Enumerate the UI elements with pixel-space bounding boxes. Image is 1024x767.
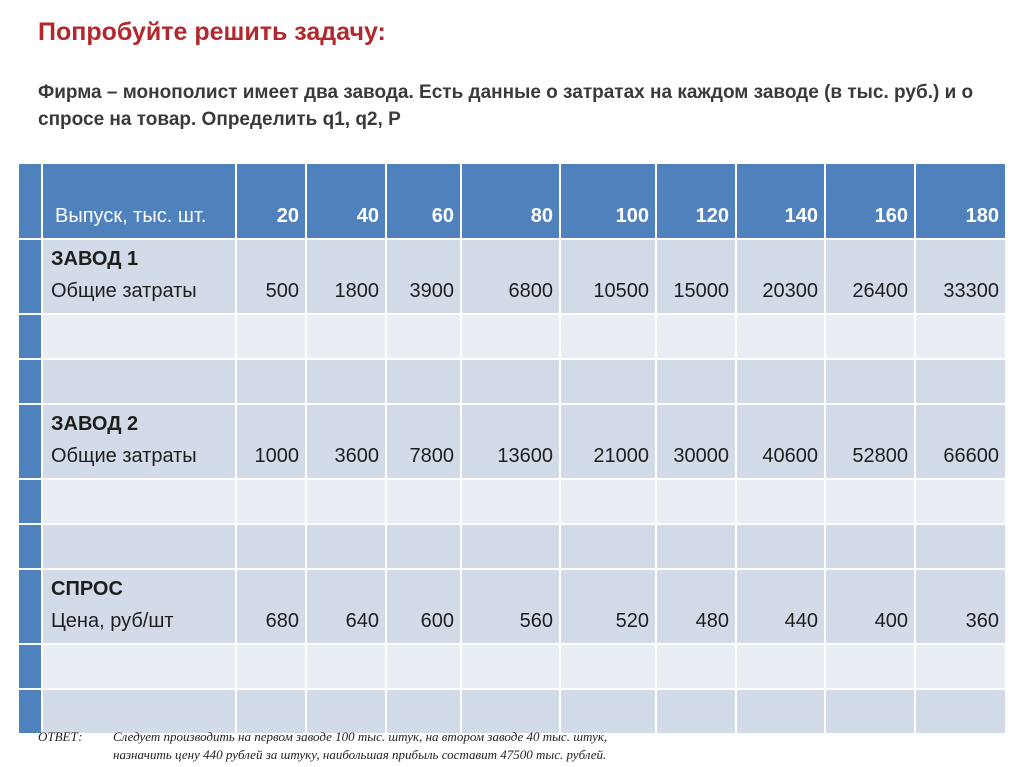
empty-cell: [825, 524, 915, 569]
row-stub: [18, 239, 42, 314]
empty-cell: [736, 644, 825, 689]
price-cell: 480: [656, 569, 736, 644]
empty-cell: [915, 359, 1006, 404]
empty-cell: [461, 644, 560, 689]
empty-cell: [656, 479, 736, 524]
empty-cell: [915, 689, 1006, 734]
row-stub: [18, 314, 42, 359]
empty-cell: [306, 314, 386, 359]
empty-cell: [42, 644, 236, 689]
empty-cell: [825, 359, 915, 404]
price-cell: 520: [560, 569, 656, 644]
empty-cell: [386, 359, 461, 404]
task-text: Фирма – монополист имеет два завода. Есть данные о затратах на каждом заводе (в тыс. руб.) и о спросе на товар. Определить q1, q2, P: [38, 82, 974, 130]
row-stub: [18, 644, 42, 689]
empty-cell: [915, 644, 1006, 689]
empty-cell: [656, 524, 736, 569]
empty-row: [18, 524, 1006, 569]
empty-cell: [461, 479, 560, 524]
empty-cell: [461, 314, 560, 359]
empty-cell: [915, 479, 1006, 524]
cost-cell: 3600: [306, 404, 386, 479]
plant2-label: Общие затраты: [51, 445, 197, 467]
empty-cell: [915, 314, 1006, 359]
cost-cell: 500: [236, 239, 306, 314]
empty-cell: [825, 314, 915, 359]
empty-cell: [560, 314, 656, 359]
cost-cell: 52800: [825, 404, 915, 479]
empty-cell: [461, 524, 560, 569]
empty-cell: [825, 479, 915, 524]
empty-row: [18, 644, 1006, 689]
plant1-label-cell: [42, 239, 236, 314]
empty-cell: [560, 644, 656, 689]
plant2-row: [18, 404, 1006, 479]
row-stub: [18, 359, 42, 404]
empty-cell: [736, 479, 825, 524]
empty-cell: [42, 359, 236, 404]
row-stub: [18, 404, 42, 479]
cost-cell: 1800: [306, 239, 386, 314]
cost-cell: 6800: [461, 239, 560, 314]
plant2-title: ЗАВОД 2: [51, 413, 139, 435]
output-cell: 80: [461, 163, 560, 239]
cost-cell: 1000: [236, 404, 306, 479]
answer-line: назначить цену 440 рублей за штуку, наибольшая прибыль составит 47500 тыс. рублей.: [113, 747, 607, 762]
empty-cell: [461, 359, 560, 404]
cost-cell: 3900: [386, 239, 461, 314]
row-stub: [18, 163, 42, 239]
empty-cell: [236, 314, 306, 359]
empty-cell: [306, 644, 386, 689]
output-cell: 140: [736, 163, 825, 239]
empty-cell: [42, 314, 236, 359]
plant1-title: ЗАВОД 1: [51, 248, 139, 270]
output-cell: 120: [656, 163, 736, 239]
empty-cell: [736, 524, 825, 569]
empty-cell: [656, 359, 736, 404]
data-table: [17, 162, 1007, 735]
output-cell: 40: [306, 163, 386, 239]
empty-row: [18, 359, 1006, 404]
price-cell: 600: [386, 569, 461, 644]
empty-cell: [386, 314, 461, 359]
price-cell: 440: [736, 569, 825, 644]
price-cell: 640: [306, 569, 386, 644]
empty-cell: [736, 359, 825, 404]
demand-title: СПРОС: [51, 578, 123, 600]
cost-cell: 30000: [656, 404, 736, 479]
cost-cell: 20300: [736, 239, 825, 314]
cost-cell: 13600: [461, 404, 560, 479]
empty-cell: [236, 359, 306, 404]
output-cell: 180: [915, 163, 1006, 239]
empty-cell: [306, 524, 386, 569]
cost-cell: 7800: [386, 404, 461, 479]
row-stub: [18, 569, 42, 644]
empty-cell: [42, 524, 236, 569]
answer-text: [113, 728, 813, 764]
empty-cell: [236, 644, 306, 689]
demand-row: [18, 569, 1006, 644]
empty-cell: [306, 359, 386, 404]
empty-cell: [736, 314, 825, 359]
empty-cell: [915, 524, 1006, 569]
cost-cell: 40600: [736, 404, 825, 479]
answer-label: ОТВЕТ:: [38, 729, 83, 744]
empty-cell: [656, 644, 736, 689]
output-cell: 60: [386, 163, 461, 239]
demand-label-cell: [42, 569, 236, 644]
answer-line: Следует производить на первом заводе 100 тыс. штук, на втором заводе 40 тыс. штук,: [113, 729, 608, 744]
cost-cell: 33300: [915, 239, 1006, 314]
price-cell: 400: [825, 569, 915, 644]
output-row: [18, 163, 1006, 239]
output-cell: 160: [825, 163, 915, 239]
cost-cell: 21000: [560, 404, 656, 479]
empty-cell: [560, 479, 656, 524]
empty-cell: [236, 524, 306, 569]
empty-row: [18, 479, 1006, 524]
empty-cell: [386, 479, 461, 524]
empty-cell: [560, 524, 656, 569]
demand-label: Цена, руб/шт: [51, 610, 174, 632]
row-stub: [18, 479, 42, 524]
empty-cell: [306, 479, 386, 524]
empty-cell: [825, 644, 915, 689]
empty-cell: [386, 644, 461, 689]
price-cell: 680: [236, 569, 306, 644]
empty-cell: [825, 689, 915, 734]
empty-cell: [386, 524, 461, 569]
cost-cell: 26400: [825, 239, 915, 314]
cost-cell: 10500: [560, 239, 656, 314]
page-title: Попробуйте решить задачу:: [38, 18, 386, 46]
empty-row: [18, 314, 1006, 359]
price-cell: 560: [461, 569, 560, 644]
empty-cell: [236, 479, 306, 524]
output-cell: 100: [560, 163, 656, 239]
row-stub: [18, 524, 42, 569]
output-label: Выпуск, тыс. шт.: [42, 163, 236, 239]
output-cell: 20: [236, 163, 306, 239]
empty-cell: [560, 359, 656, 404]
plant2-label-cell: [42, 404, 236, 479]
plant1-label: Общие затраты: [51, 280, 197, 302]
cost-cell: 15000: [656, 239, 736, 314]
price-cell: 360: [915, 569, 1006, 644]
empty-cell: [42, 479, 236, 524]
cost-cell: 66600: [915, 404, 1006, 479]
empty-cell: [656, 314, 736, 359]
plant1-row: [18, 239, 1006, 314]
